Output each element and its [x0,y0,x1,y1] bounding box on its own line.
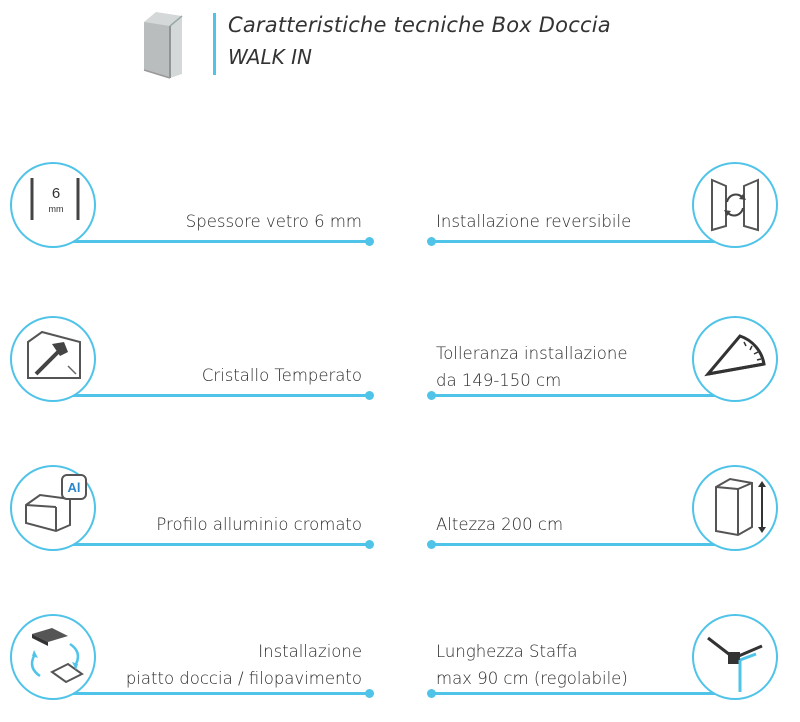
shower-box-icon [136,8,188,80]
feature-label: Profilo alluminio cromato [156,515,362,534]
feature-label-line2: max 90 cm (regolabile) [436,669,628,688]
feature-label-line1: Lunghezza Staffa [436,642,578,661]
reversible-door-icon [694,164,776,246]
feature-icon-circle [10,316,96,402]
connector-dot [365,540,374,549]
feature-label: Spessore vetro 6 mm [185,212,362,231]
tray-floor-icon [12,616,94,698]
feature-icon-circle [692,465,778,551]
feature-icon-circle [692,162,778,248]
glass-thickness-unit: mm [48,204,64,214]
header-accent-bar [213,13,216,75]
connector-line [60,692,370,695]
feature-tray [0,612,400,722]
feature-label: Altezza 200 cm [436,515,564,534]
aluminium-symbol: Al [67,480,81,495]
box-height-icon [694,467,776,549]
feature-label-line1: Installazione [258,642,362,661]
connector-dot [365,689,374,698]
connector-dot [365,237,374,246]
feature-profile [0,463,400,573]
connector-line [60,394,370,397]
connector-line [60,240,370,243]
feature-icon-circle [10,162,96,248]
connector-line [60,543,370,546]
hammer-glass-icon [12,318,94,400]
feature-label-line2: da 149-150 cm [436,371,562,390]
aluminium-profile-icon [12,467,94,549]
feature-label: Cristallo Temperato [201,366,362,385]
feature-icon-circle [10,614,96,700]
feature-icon-circle [10,465,96,551]
page-header [0,0,800,90]
protractor-icon [694,318,776,400]
feature-label-line2: piatto doccia / filopavimento [125,669,362,688]
feature-bracket [400,612,800,722]
page-subtitle: WALK IN [228,45,312,69]
feature-icon-circle [692,316,778,402]
connector-dot [427,689,436,698]
connector-dot [427,391,436,400]
glass-thickness-icon [12,164,94,246]
glass-thickness-value: 6 [51,185,61,202]
feature-glass-thickness [0,160,400,270]
feature-tolerance [400,314,800,424]
page-title: Caratteristiche tecniche Box Doccia [228,13,611,37]
connector-dot [427,237,436,246]
feature-reversible [400,160,800,270]
feature-label: Installazione reversibile [436,212,632,231]
connector-dot [427,540,436,549]
feature-label-line1: Tolleranza installazione [436,344,628,363]
feature-icon-circle [692,614,778,700]
feature-height [400,463,800,573]
wall-bracket-icon [694,616,776,698]
feature-tempered [0,314,400,424]
connector-dot [365,391,374,400]
